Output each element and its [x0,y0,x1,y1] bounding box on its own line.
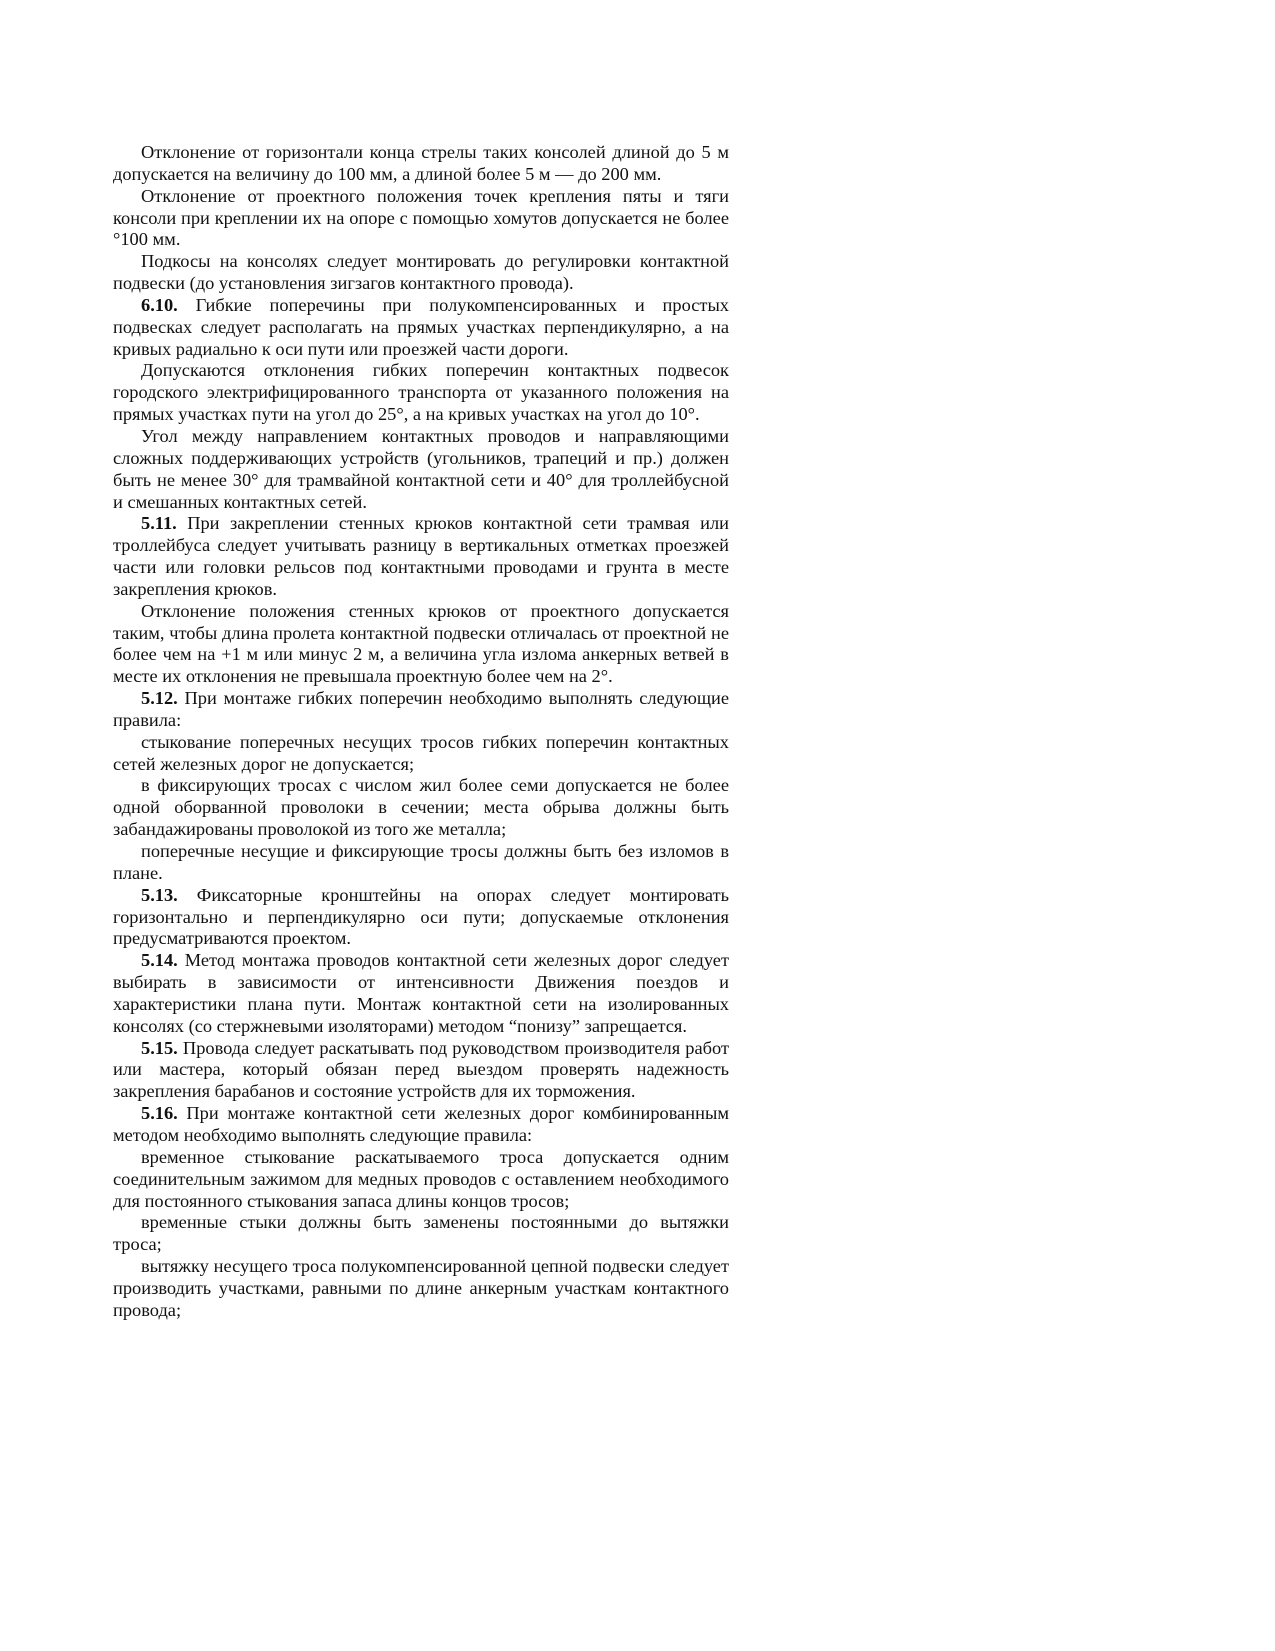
paragraph-text: Подкосы на консолях следует монтировать до регулировки контактной подвески (до установления зигзагов контактного провода). [113,251,729,294]
paragraph [113,950,729,1037]
paragraph-text: Отклонение от проектного положения точек крепления пяты и тяги консоли при креплении их на опоре с помощью хомутов допускается не более °100 мм. [113,185,729,250]
clause-number: 5.14. [141,950,178,971]
paragraph-text: Провода следует раскатывать под руководством производителя работ или мастера, который обязан перед выездом проверять надежность закрепления барабанов и состояние устройств для их торможения. [113,1037,729,1102]
paragraph-text: При монтаже контактной сети железных дорог комбинированным методом необходимо выполнять следующие правила: [113,1103,729,1145]
paragraph [113,688,729,732]
paragraph [113,1212,729,1256]
paragraph [113,142,729,186]
paragraph [113,426,729,513]
paragraph [113,295,729,361]
clause-number: 5.15. [141,1037,178,1058]
paragraph-text: Угол между направлением контактных проводов и направляющими сложных поддерживающих устройств (угольников, трапеций и пр.) должен быть не менее 30° для трамвайной контактной сети и 40° для троллейбусной и смешанных контактных сетей. [113,425,729,512]
paragraph-text: При закреплении стенных крюков контактной сети трамвая или троллейбуса следует учитывать разницу в вертикальных отметках проезжей части или головки рельсов под контактными проводами и грунта в месте закрепления крюков. [113,513,729,599]
paragraph-text: временное стыкование раскатываемого троса допускается одним соединительным зажимом для медных проводов с оставлением необходимого для постоянного стыкования запаса длины концов тросов; [113,1146,729,1211]
paragraph-text: поперечные несущие и фиксирующие тросы должны быть без изломов в плане. [113,841,729,883]
paragraph [113,1256,729,1322]
paragraph-text: временные стыки должны быть заменены постоянными до вытяжки троса; [113,1212,729,1255]
paragraph-text: в фиксирующих тросах с числом жил более семи допускается не более одной оборванной проволоки в сечении; места обрыва должны быть забандажированы проволокой из того же металла; [113,775,729,840]
paragraph [113,841,729,885]
paragraph [113,186,729,252]
paragraph-text: вытяжку несущего троса полукомпенсированной цепной подвески следует производить участками, равными по длине анкерным участкам контактного провода; [113,1256,729,1320]
paragraph [113,360,729,426]
paragraph-text: Метод монтажа проводов контактной сети железных дорог следует выбирать в зависимости от интенсивности Движения поездов и характеристики плана пути. Монтаж контактной сети на изолированных консолях (со стержневыми изоляторами) методом “понизу” запрещается. [113,950,729,1036]
paragraph-text: Гибкие поперечины при полукомпенсированных и простых подвесках следует располагать на прямых участках перпендикулярно, а на кривых радиально к оси пути или проезжей части дороги. [113,294,729,359]
paragraph-text: Отклонение от горизонтали конца стрелы таких консолей длиной до 5 м допускается на величину до 100 мм, а длиной более 5 м — до 200 мм. [113,142,729,184]
clause-number: 5.16. [141,1103,178,1124]
paragraph-text: Фиксаторные кронштейны на опорах следует монтировать горизонтально и перпендикулярно оси пути; допускаемые отклонения предусматриваются проектом. [113,884,729,949]
clause-number: 5.12. [141,688,178,709]
paragraph [113,775,729,841]
paragraph [113,732,729,776]
clause-number: 6.10. [141,294,178,315]
paragraph [113,251,729,295]
paragraph [113,1147,729,1213]
paragraph-text: Отклонение положения стенных крюков от проектного допускается таким, чтобы длина пролета контактной подвески отличалась от проектной не более чем на +1 м или минус 2 м, а величина угла излома анкерных ветвей в месте их отклонения не превышала проектную более чем на 2°. [113,600,729,687]
paragraph [113,1103,729,1147]
paragraph [113,601,729,688]
paragraph [113,1038,729,1104]
document-page [113,142,729,1322]
paragraph [113,885,729,951]
clause-number: 5.11. [141,513,177,534]
paragraph-text: Допускаются отклонения гибких поперечин контактных подвесок городского электрифицированного транспорта от указанного положения на прямых участках пути на угол до 25°, а на кривых участках на угол до 10°. [113,360,729,425]
paragraph [113,513,729,600]
paragraph-text: стыкование поперечных несущих тросов гибких поперечин контактных сетей железных дорог не допускается; [113,731,729,774]
clause-number: 5.13. [141,884,178,905]
paragraph-text: При монтаже гибких поперечин необходимо выполнять следующие правила: [113,688,729,730]
